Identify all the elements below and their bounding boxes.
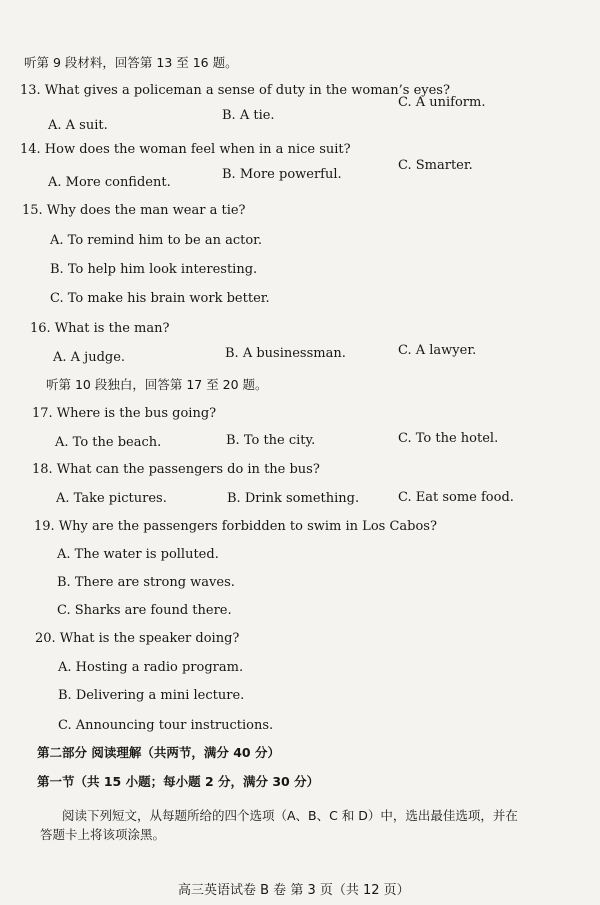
question-13-option-b: B. A tie. bbox=[222, 108, 275, 123]
question-17-option-a: A. To the beach. bbox=[55, 435, 162, 450]
question-16-option-a: A. A judge. bbox=[53, 350, 126, 365]
page-footer: 高三英语试卷 B 卷 第 3 页（共 12 页） bbox=[178, 883, 410, 898]
part-two-heading: 第二部分 阅读理解（共两节，满分 40 分） bbox=[37, 745, 280, 760]
question-17-stem: 17. Where is the bus going? bbox=[32, 406, 217, 421]
question-14-option-b: B. More powerful. bbox=[222, 167, 342, 182]
section-one-heading: 第一节（共 15 小题；每小题 2 分，满分 30 分） bbox=[37, 774, 320, 789]
question-19-option-b: B. There are strong waves. bbox=[57, 575, 235, 590]
question-16-option-b: B. A businessman. bbox=[225, 346, 346, 361]
question-14-option-a: A. More confident. bbox=[48, 175, 171, 190]
question-18-option-c: C. Eat some food. bbox=[398, 490, 514, 505]
question-18-option-a: A. Take pictures. bbox=[56, 491, 167, 506]
section-9-instructions: 听第 9 段材料，回答第 13 至 16 题。 bbox=[24, 55, 238, 70]
question-18-option-b: B. Drink something. bbox=[227, 491, 360, 506]
question-15-option-c: C. To make his brain work better. bbox=[50, 291, 270, 306]
question-19-stem: 19. Why are the passengers forbidden to swim in Los Cabos? bbox=[34, 519, 437, 534]
question-20-option-a: A. Hosting a radio program. bbox=[58, 660, 244, 675]
reading-instructions-line-1: 阅读下列短文，从每题所给的四个选项（A、B、C 和 D）中，选出最佳选项，并在 bbox=[62, 808, 518, 823]
question-16-stem: 16. What is the man? bbox=[30, 321, 170, 336]
question-20-option-b: B. Delivering a mini lecture. bbox=[58, 688, 245, 703]
question-20-stem: 20. What is the speaker doing? bbox=[35, 631, 240, 646]
question-13-option-a: A. A suit. bbox=[48, 118, 108, 133]
question-16-option-c: C. A lawyer. bbox=[398, 343, 477, 358]
question-15-option-a: A. To remind him to be an actor. bbox=[50, 233, 263, 248]
question-13-option-c: C. A uniform. bbox=[398, 95, 486, 110]
question-19-option-a: A. The water is polluted. bbox=[57, 547, 219, 562]
question-14-stem: 14. How does the woman feel when in a nice suit? bbox=[20, 142, 351, 157]
section-10-instructions: 听第 10 段独白，回答第 17 至 20 题。 bbox=[46, 377, 268, 392]
question-17-option-c: C. To the hotel. bbox=[398, 431, 499, 446]
question-14-option-c: C. Smarter. bbox=[398, 158, 473, 173]
question-20-option-c: C. Announcing tour instructions. bbox=[58, 718, 274, 733]
question-18-stem: 18. What can the passengers do in the bus? bbox=[32, 462, 320, 477]
question-15-stem: 15. Why does the man wear a tie? bbox=[22, 203, 246, 218]
question-13-stem: 13. What gives a policeman a sense of duty in the woman’s eyes? bbox=[20, 83, 450, 98]
question-15-option-b: B. To help him look interesting. bbox=[50, 262, 258, 277]
question-17-option-b: B. To the city. bbox=[226, 433, 316, 448]
reading-instructions-line-2: 答题卡上将该项涂黑。 bbox=[40, 827, 166, 842]
question-19-option-c: C. Sharks are found there. bbox=[57, 603, 232, 618]
